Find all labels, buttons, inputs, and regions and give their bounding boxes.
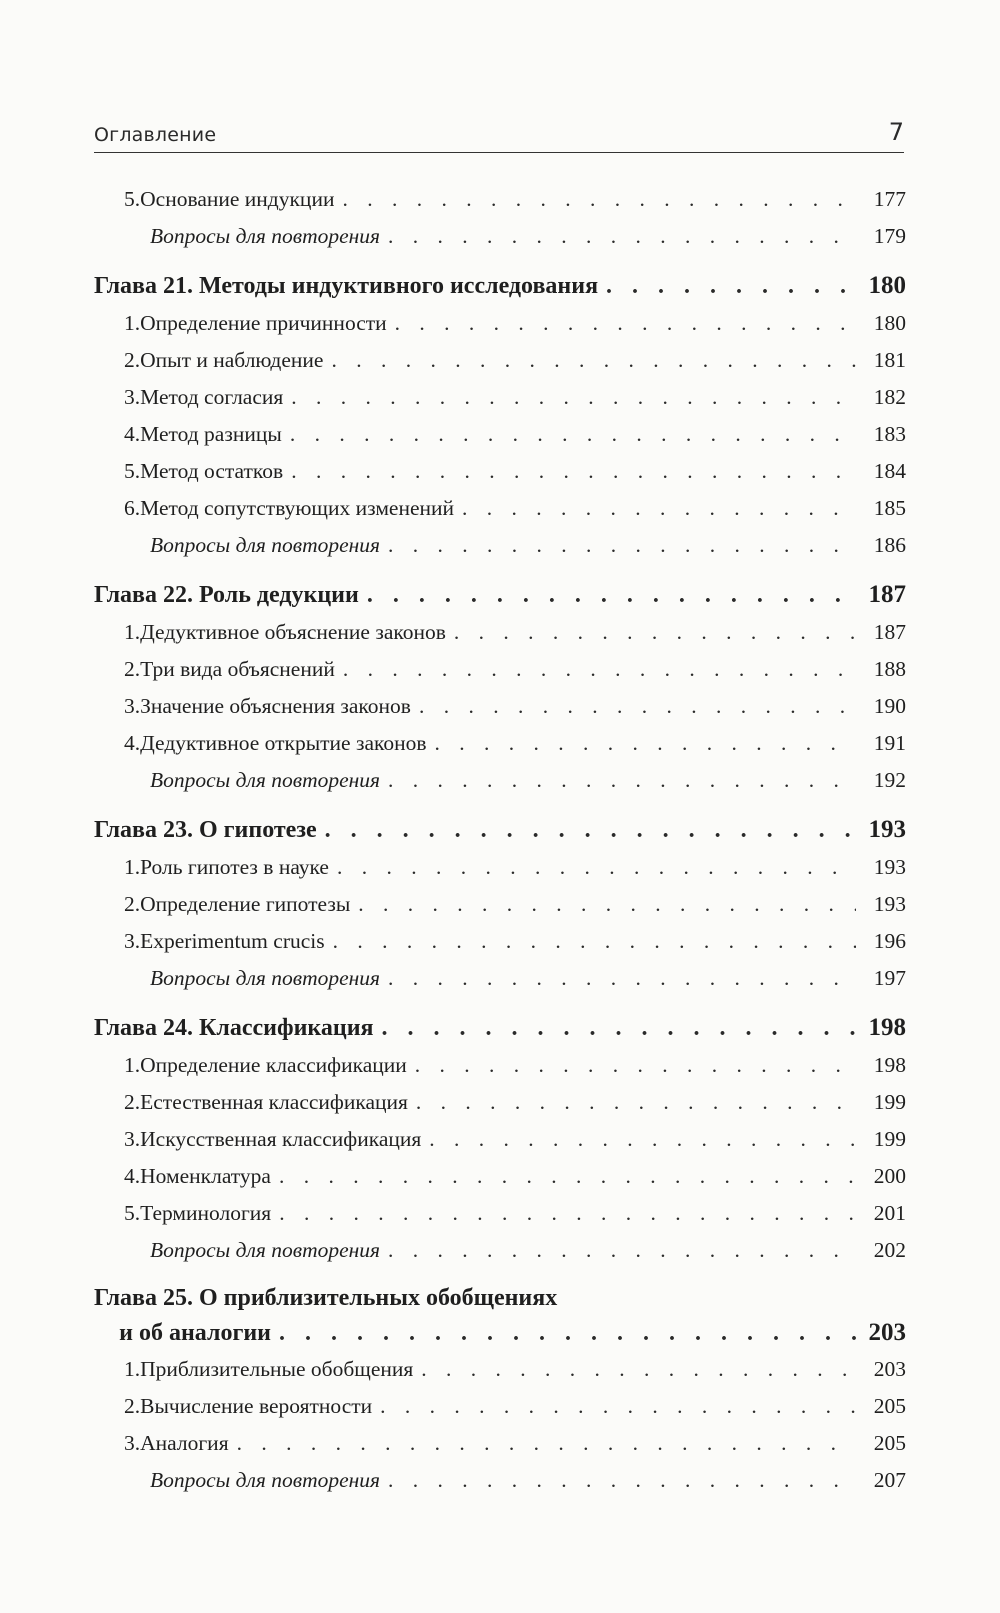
- leader-dots: [388, 1232, 856, 1269]
- toc-entry-title: Приблизительные обобщения: [140, 1357, 414, 1381]
- toc-entry-number: 1.: [124, 311, 141, 335]
- leader-dots: [325, 811, 856, 849]
- toc-entry[interactable]: [94, 923, 906, 960]
- chapter-page: 187: [868, 581, 906, 608]
- toc-entry-title: Дедуктивное открытие законов: [140, 731, 427, 755]
- toc-entry[interactable]: [94, 1388, 906, 1425]
- toc-entry-title: Дедуктивное объяснение законов: [140, 620, 446, 644]
- leader-dots: [388, 527, 856, 564]
- toc-entry-page: 191: [873, 731, 906, 755]
- toc-entry-page: 177: [873, 187, 906, 211]
- toc-review-entry[interactable]: [94, 527, 906, 564]
- toc-entry-title: Определение причинности: [140, 311, 387, 335]
- toc-entry[interactable]: [94, 1084, 906, 1121]
- toc-entry-title: Аналогия: [140, 1431, 229, 1455]
- leader-dots: [279, 1195, 856, 1232]
- toc-entry-number: 1.: [124, 1053, 141, 1077]
- toc-review-page: 192: [873, 768, 906, 792]
- toc-entry-number: 5.: [124, 187, 141, 211]
- toc-chapter-24[interactable]: [94, 1009, 906, 1047]
- toc-entry-title: Вычисление вероятности: [140, 1394, 373, 1418]
- leader-dots: [380, 1388, 856, 1425]
- toc-entry-page: 183: [873, 422, 906, 446]
- toc-entry-title: Метод остатков: [140, 459, 284, 483]
- toc-entry[interactable]: [94, 416, 906, 453]
- toc-review-title: Вопросы для повторения: [150, 1238, 381, 1262]
- leader-dots: [382, 1009, 856, 1047]
- leader-dots: [429, 1121, 856, 1158]
- toc-entry-page: 180: [873, 311, 906, 335]
- chapter-title: Глава 22. Роль дедукции: [94, 582, 359, 608]
- leader-dots: [388, 218, 856, 255]
- toc-chapter-22[interactable]: [94, 576, 906, 614]
- toc-entry-title: Естественная классификация: [140, 1090, 408, 1114]
- toc-entry-page: 205: [873, 1431, 906, 1455]
- toc-entry[interactable]: [94, 1158, 906, 1195]
- toc-entry-page: 198: [873, 1053, 906, 1077]
- leader-dots: [343, 651, 856, 688]
- toc-entry-page: 182: [873, 385, 906, 409]
- leader-dots: [419, 688, 856, 725]
- leader-dots: [388, 1462, 856, 1499]
- chapter-title: Глава 24. Классификация: [94, 1015, 374, 1041]
- toc-entry[interactable]: [94, 886, 906, 923]
- toc-review-entry[interactable]: [94, 218, 906, 255]
- toc-entry-title: Метод сопутствующих изменений: [140, 496, 455, 520]
- toc-entry-title: Определение классификации: [140, 1053, 407, 1077]
- toc-entry-page: 190: [873, 694, 906, 718]
- toc-entry-number: 1.: [124, 620, 141, 644]
- toc-entry-page: 193: [873, 892, 906, 916]
- leader-dots: [415, 1047, 856, 1084]
- leader-dots: [279, 1158, 856, 1195]
- toc-entry-title: Искусственная классификация: [140, 1127, 422, 1151]
- toc-entry[interactable]: [94, 453, 906, 490]
- chapter-title: Глава 21. Методы индуктивного исследования: [94, 273, 599, 299]
- toc-entry-number: 2.: [124, 892, 141, 916]
- toc-entry[interactable]: [94, 181, 906, 218]
- leader-dots: [290, 416, 856, 453]
- leader-dots: [606, 267, 856, 305]
- leader-dots: [388, 762, 856, 799]
- toc-entry-page: 205: [873, 1394, 906, 1418]
- toc-entry[interactable]: [94, 1121, 906, 1158]
- toc-entry-title: Номенклатура: [140, 1164, 271, 1188]
- toc-entry[interactable]: [94, 1351, 906, 1388]
- toc-review-page: 207: [873, 1468, 906, 1492]
- leader-dots: [333, 923, 856, 960]
- running-head: [94, 118, 904, 153]
- toc-entry-number: 6.: [124, 496, 141, 520]
- toc-entry-title: Роль гипотез в науке: [140, 855, 329, 879]
- toc-review-title: Вопросы для повторения: [150, 966, 381, 990]
- chapter-page: 203: [868, 1319, 906, 1346]
- leader-dots: [416, 1084, 856, 1121]
- toc-entry-page: 201: [873, 1201, 906, 1225]
- toc-entry-title: Опыт и наблюдение: [140, 348, 324, 372]
- leader-dots: [337, 849, 856, 886]
- leader-dots: [237, 1425, 856, 1462]
- toc-entry-title: Метод разницы: [140, 422, 282, 446]
- toc-entry[interactable]: [94, 614, 906, 651]
- toc-entry-number: 2.: [124, 1090, 141, 1114]
- toc-entry-title: Три вида объяснений: [140, 657, 335, 681]
- toc-review-entry[interactable]: [94, 1462, 906, 1499]
- toc-entry-number: 2.: [124, 657, 141, 681]
- toc-entry-title: Терминология: [140, 1201, 272, 1225]
- chapter-title: Глава 23. О гипотезе: [94, 817, 317, 843]
- toc-review-entry[interactable]: [94, 762, 906, 799]
- leader-dots: [358, 886, 856, 923]
- toc-entry[interactable]: [94, 651, 906, 688]
- toc-entry-number: 3.: [124, 1127, 141, 1151]
- page-number: 7: [888, 118, 904, 146]
- toc-review-entry[interactable]: [94, 960, 906, 997]
- leader-dots: [395, 305, 856, 342]
- toc-entry-number: 2.: [124, 348, 141, 372]
- toc-entry-number: 3.: [124, 385, 141, 409]
- toc-entry-page: 181: [873, 348, 906, 372]
- toc-entry-page: 203: [873, 1357, 906, 1381]
- toc-entry[interactable]: [94, 490, 906, 527]
- toc-entry-number: 4.: [124, 731, 141, 755]
- toc-review-page: 202: [873, 1238, 906, 1262]
- toc-entry-title: Значение объяснения законов: [140, 694, 411, 718]
- leader-dots: [291, 453, 856, 490]
- toc-entry-number: 1.: [124, 855, 141, 879]
- toc-entry-number: 3.: [124, 694, 141, 718]
- toc-entry[interactable]: [94, 849, 906, 886]
- toc-review-page: 186: [873, 533, 906, 557]
- chapter-page: 193: [868, 816, 906, 843]
- chapter-page: 180: [868, 272, 906, 299]
- toc-review-title: Вопросы для повторения: [150, 533, 381, 557]
- toc-entry-page: 185: [873, 496, 906, 520]
- toc-entry-number: 4.: [124, 1164, 141, 1188]
- toc-entry-page: 196: [873, 929, 906, 953]
- leader-dots: [462, 490, 856, 527]
- leader-dots: [388, 960, 856, 997]
- toc-entry-number: 2.: [124, 1394, 141, 1418]
- toc-entry-page: 188: [873, 657, 906, 681]
- toc-entry[interactable]: [94, 305, 906, 342]
- toc-entry[interactable]: [94, 342, 906, 379]
- toc-entry[interactable]: [94, 1195, 906, 1232]
- toc-review-title: Вопросы для повторения: [150, 224, 381, 248]
- chapter-page: 198: [868, 1014, 906, 1041]
- toc-entry[interactable]: [94, 1425, 906, 1462]
- toc-review-title: Вопросы для повторения: [150, 768, 381, 792]
- toc-review-entry[interactable]: [94, 1232, 906, 1269]
- toc-chapter-21[interactable]: [94, 267, 906, 305]
- toc-review-page: 179: [873, 224, 906, 248]
- leader-dots: [435, 725, 856, 762]
- toc-entry-title: Experimentum crucis: [140, 929, 325, 953]
- leader-dots: [421, 1351, 856, 1388]
- toc-chapter-25[interactable]: [94, 1281, 906, 1351]
- toc-entry-title: Определение гипотезы: [140, 892, 351, 916]
- leader-dots: [331, 342, 856, 379]
- toc-entry-page: 187: [873, 620, 906, 644]
- toc-entry[interactable]: [94, 688, 906, 725]
- toc-entry-number: 4.: [124, 422, 141, 446]
- toc-entry-page: 184: [873, 459, 906, 483]
- leader-dots: [291, 379, 856, 416]
- toc-entry-number: 3.: [124, 929, 141, 953]
- toc-entry-number: 3.: [124, 1431, 141, 1455]
- toc-entry-title: Метод согласия: [140, 385, 284, 409]
- table-of-contents: [94, 181, 906, 1499]
- leader-dots: [367, 576, 856, 614]
- toc-entry-page: 199: [873, 1127, 906, 1151]
- leader-dots: [342, 181, 856, 218]
- toc-entry-page: 193: [873, 855, 906, 879]
- toc-review-page: 197: [873, 966, 906, 990]
- toc-entry-page: 200: [873, 1164, 906, 1188]
- toc-entry-title: Основание индукции: [140, 187, 335, 211]
- toc-chapter-23[interactable]: [94, 811, 906, 849]
- toc-entry[interactable]: [94, 725, 906, 762]
- toc-entry-page: 199: [873, 1090, 906, 1114]
- toc-entry-number: 1.: [124, 1357, 141, 1381]
- leader-dots: [454, 614, 856, 651]
- toc-entry[interactable]: [94, 379, 906, 416]
- toc-review-title: Вопросы для повторения: [150, 1468, 381, 1492]
- toc-entry-number: 5.: [124, 459, 141, 483]
- chapter-title-line-2: и об аналогии: [119, 1320, 272, 1346]
- toc-entry[interactable]: [94, 1047, 906, 1084]
- chapter-title-line-1: Глава 25. О приблизительных обобщениях: [94, 1285, 558, 1311]
- toc-entry-number: 5.: [124, 1201, 141, 1225]
- running-head-title: Оглавление: [94, 124, 217, 146]
- leader-dots: [279, 1315, 856, 1351]
